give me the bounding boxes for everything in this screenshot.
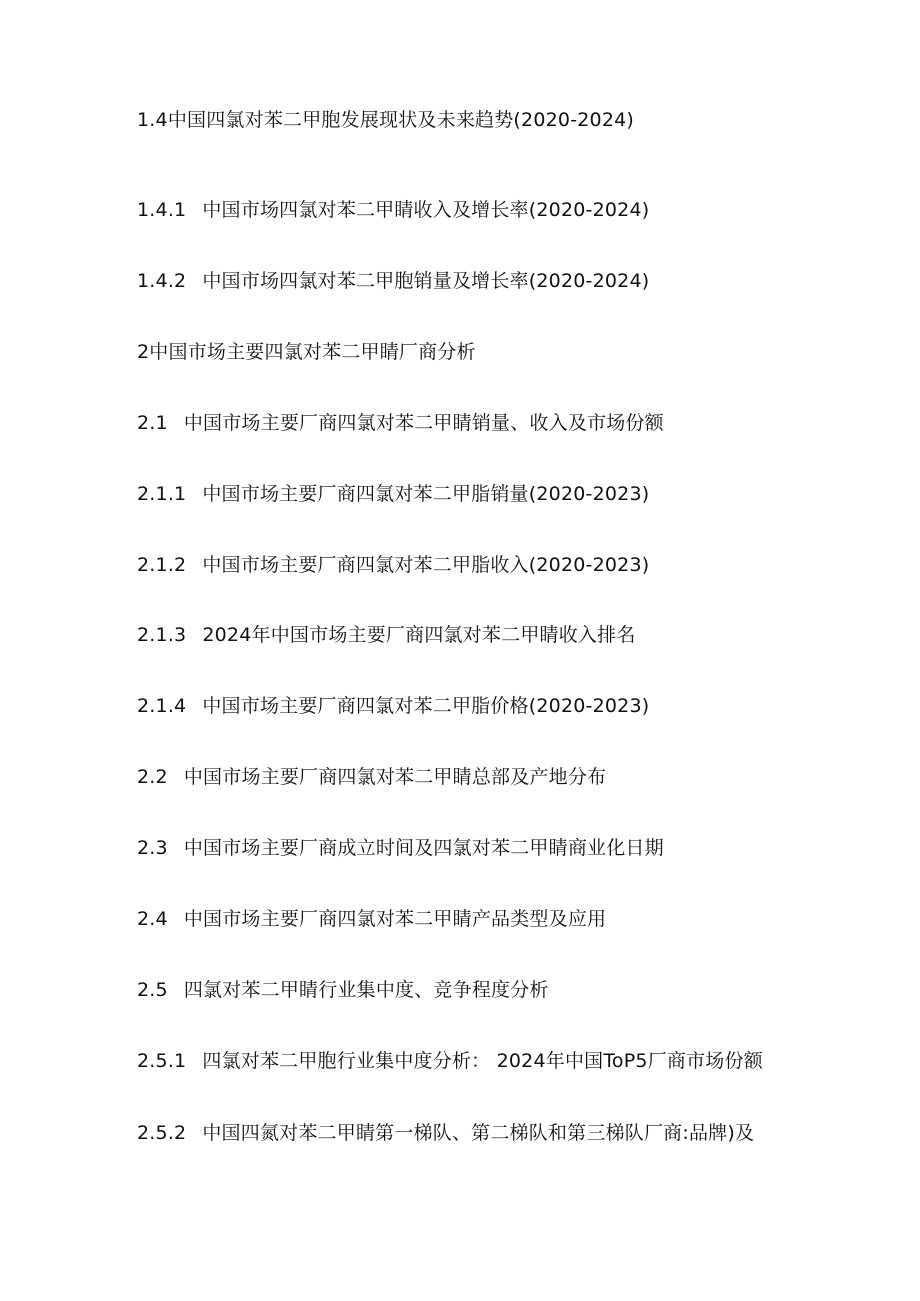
toc-entry-number: 1.4 [137,109,168,131]
toc-entry-title: 2024年中国市场主要厂商四氯对苯二甲睛收入排名 [202,624,636,646]
toc-entry-number: 2.4 [137,908,168,930]
toc-entry-number: 2.1.4 [137,695,187,717]
toc-entry [137,1048,763,1074]
toc-entry-title: 中国市场四氯对苯二甲睛收入及增长率(2020-2024) [202,199,650,221]
toc-entry-title: 中国市场主要厂商四氯对苯二甲睛销量、收入及市场份额 [183,412,664,434]
toc-entry [137,1120,754,1146]
toc-entry-title: 四氯对苯二甲睛行业集中度、竞争程度分析 [183,979,549,1001]
toc-entry-number: 2.1.1 [137,483,187,505]
toc-entry-title: 中国四氯对苯二甲胞发展现状及未来趋势(2020-2024) [167,109,635,131]
toc-entry-title: 中国市场四氯对苯二甲胞销量及增长率(2020-2024) [202,270,650,292]
toc-entry-number: 1.4.2 [137,270,187,292]
toc-entry-title: 中国市场主要厂商四氯对苯二甲睛总部及产地分布 [183,766,607,788]
toc-entry-number: 2 [137,341,150,363]
toc-entry-title: 中国市场主要厂商四氯对苯二甲脂销量(2020-2023) [202,483,650,505]
toc-entry-number: 2.5.1 [137,1050,187,1072]
toc-entry [137,693,649,719]
toc-entry [137,410,664,436]
toc-entry [137,906,606,932]
toc-entry-title: 中国市场主要四氯对苯二甲睛厂商分析 [149,341,476,363]
toc-entry [137,268,649,294]
toc-entry [137,552,649,578]
toc-entry-title: 中国四氮对苯二甲睛第一梯队、第二梯队和第三梯队厂商:品牌)及 [202,1122,755,1144]
toc-entry-title: 中国市场主要厂商成立时间及四氯对苯二甲睛商业化日期 [183,837,664,859]
toc-entry-number: 2.1.2 [137,554,187,576]
toc-entry [137,481,649,507]
toc-entry [137,339,476,365]
table-of-contents [137,0,897,1301]
toc-entry-number: 1.4.1 [137,199,187,221]
toc-entry-number: 2.1 [137,412,168,434]
toc-entry-title: 中国市场主要厂商四氯对苯二甲睛产品类型及应用 [183,908,607,930]
toc-entry-title: 中国市场主要厂商四氯对苯二甲脂收入(2020-2023) [202,554,650,576]
toc-entry [137,764,606,790]
toc-entry-number: 2.2 [137,766,168,788]
toc-entry-title: 中国市场主要厂商四氯对苯二甲脂价格(2020-2023) [202,695,650,717]
toc-entry [137,197,649,223]
toc-entry [137,622,636,648]
toc-entry-title: 四氯对苯二甲胞行业集中度分析： 2024年中国ToP5厂商市场份额 [202,1050,763,1072]
toc-entry [137,107,634,133]
toc-entry [137,835,664,861]
toc-entry [137,977,549,1003]
toc-entry-number: 2.3 [137,837,168,859]
toc-entry-number: 2.5.2 [137,1122,187,1144]
toc-entry-number: 2.5 [137,979,168,1001]
toc-entry-number: 2.1.3 [137,624,187,646]
